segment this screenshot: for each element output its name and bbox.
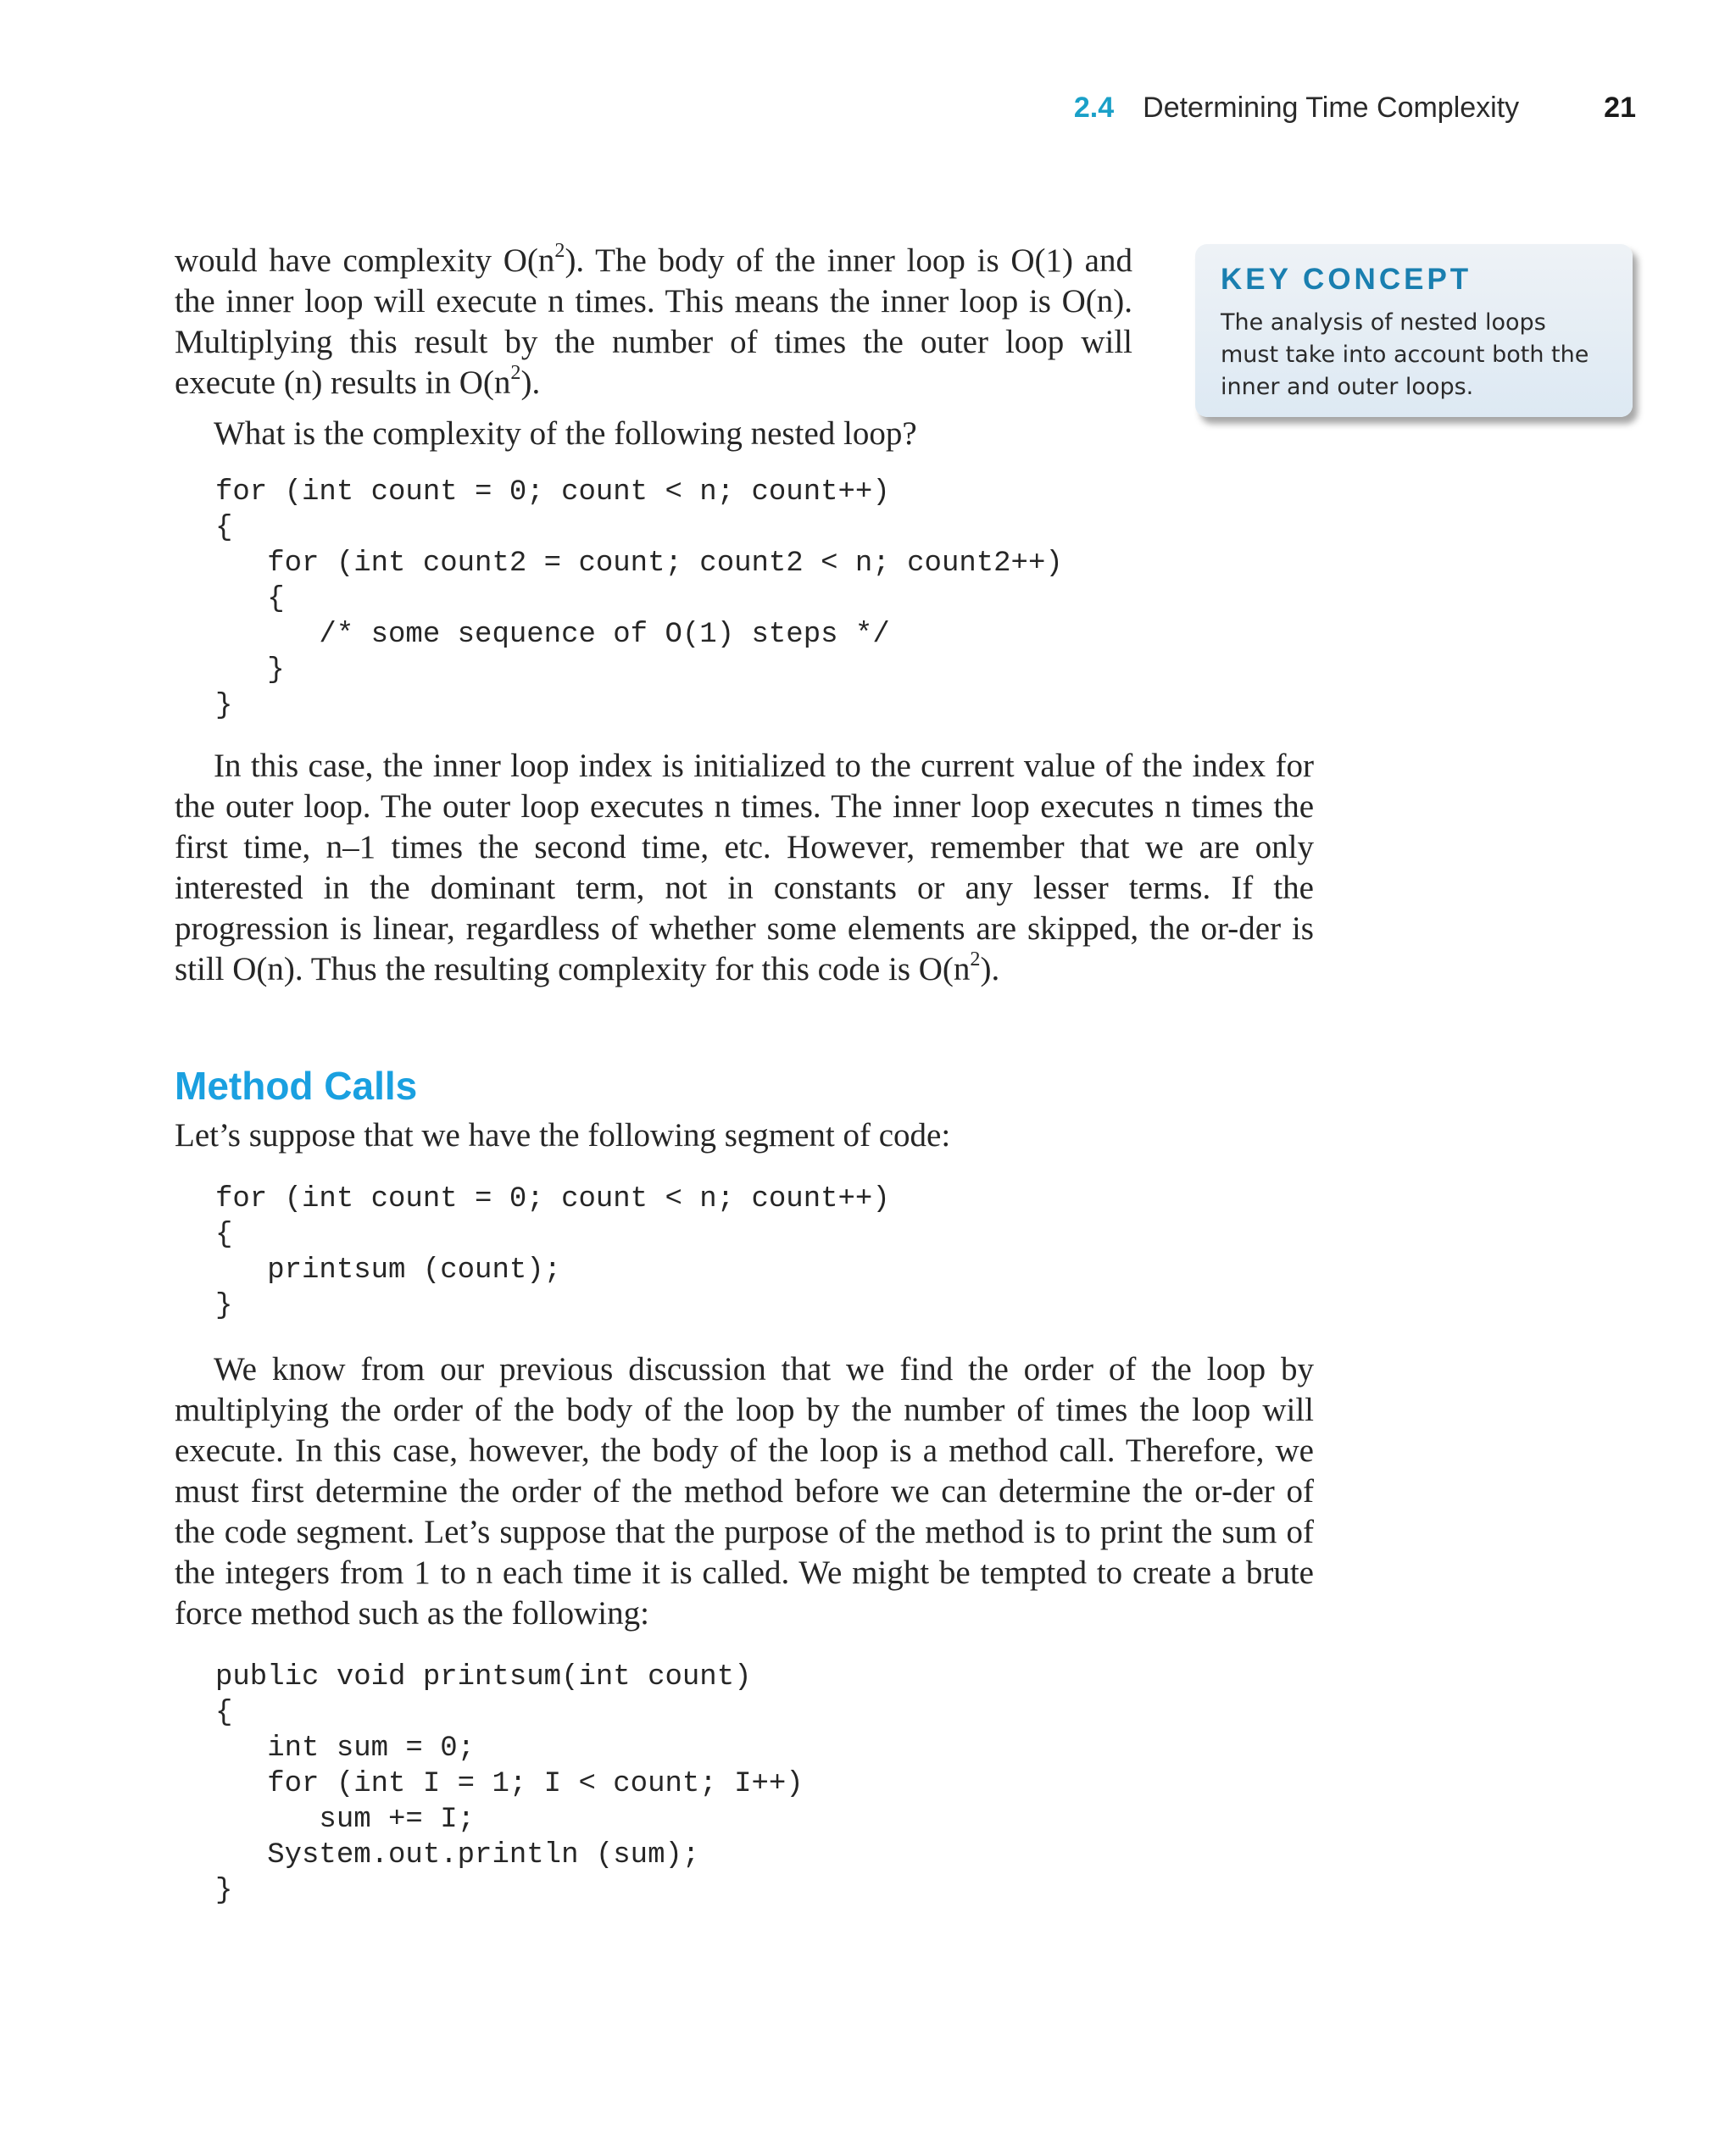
running-header [1074,92,1636,125]
code-line: } [215,690,233,722]
section-title: Determining Time Complexity [1143,92,1520,124]
paragraph-1: would have complexity $O(n^2)$. The body of the inner loop is O(1) and the inner loop will execute n times. This means the inner loop is O(n). Multiplying this result by the number of times the outer loop will execute (n) results in $O(n^2)$. [175,239,1132,401]
code-line: } [215,654,285,687]
code-block-method-call: for (int count = 0; count < n; count++) { printsum (count); } [215,1183,890,1322]
key-concept-title: KEY CONCEPT [1221,263,1472,296]
code-block-printsum: public void printsum(int count) { int sum = 0; for (int I = 1; I < count; I++) sum += I; System.out.println (sum); } [215,1661,804,1907]
code-line: for (int count = 0; count < n; count++) [215,476,890,509]
code-line: { [215,512,233,544]
section-number: 2.4 [1073,92,1115,124]
paragraph-2: What is the complexity of the following nested loop? [214,415,917,452]
section-heading: Method Calls [175,1064,418,1108]
page-body [175,241,1314,1909]
code-comment: /* some sequence of O(1) steps */ [215,619,890,651]
code-line: { [215,583,285,615]
code-block-nested-loop [175,475,1314,724]
paragraph-3: In this case, the inner loop index is initialized to the current value of the index for the outer loop. The outer loop executes n times. The inner loop executes n times the first time, n–1 times the second time, etc. However, remember that we are only interested in the dominant term, not in constants or any lesser terms. If the progression is linear, regardless of whether some elements are skipped, the or-der is still O(n). Thus the resulting complexity for this code is $O(n^2)$. [175,748,1314,987]
paragraph-5: We know from our previous discussion that we find the order of the loop by multiplying the order of the body of the loop by the number of times the loop will execute. In this case, however, the body of the loop is a method call. Therefore, we must first determine the order of the method before we can determine the or-der of the code segment. Let’s suppose that the purpose of the method is to print the sum of the integers from 1 to n each time it is called. We might be tempted to create a brute force method such as the following: [175,1351,1314,1632]
paragraph-4: Let’s suppose that we have the following segment of code: [175,1117,951,1154]
page-number: 21 [1604,92,1636,124]
code-line: for (int count2 = count; count2 < n; count2++) [215,548,1063,580]
key-concept-text: The analysis of nested loops must take into account both the inner and outer loops. [1221,309,1589,400]
